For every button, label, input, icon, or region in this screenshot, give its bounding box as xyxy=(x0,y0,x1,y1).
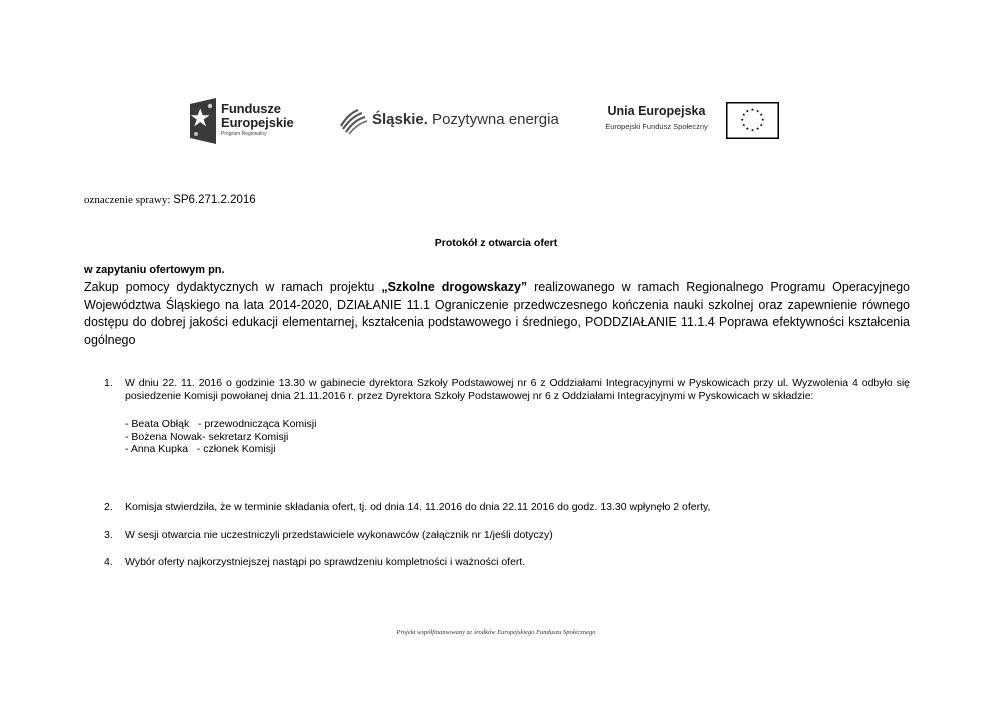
committee-member: - Bożena Nowak- sekretarz Komisji xyxy=(125,430,289,443)
ue-logo-line1: Unia Europejska xyxy=(607,104,706,118)
item-text: Wybór oferty najkorzystniejszej nastąpi po sprawdzeniu kompletności i ważności ofert. xyxy=(125,556,526,568)
fundusze-europejskie-mark-icon xyxy=(190,98,216,144)
list-item xyxy=(104,377,910,456)
svg-text:★: ★ xyxy=(755,108,760,114)
fundusze-logo-sub: Program Regionalny xyxy=(221,131,267,137)
committee-members xyxy=(125,418,910,456)
slaskie-logo-name: Śląskie. xyxy=(372,111,428,128)
committee-member: - Beata Obłąk - przewodnicząca Komisji xyxy=(125,418,317,430)
slaskie-wave-icon xyxy=(338,104,370,136)
fundusze-europejskie-logo xyxy=(190,96,310,146)
item-text: W sesji otwarcia nie uczestniczyli przedstawiciele wykonawców (załącznik nr 1/jeśli dotyczy) xyxy=(125,529,553,541)
unia-europejska-logo xyxy=(594,102,794,142)
slaskie-logo xyxy=(338,102,568,138)
fundusze-logo-line2: Europejskie xyxy=(221,115,294,130)
case-reference xyxy=(84,194,256,206)
list-item xyxy=(104,529,553,541)
item-number: 4. xyxy=(104,556,113,568)
case-label: oznaczenie sprawy: xyxy=(84,194,174,206)
project-name: „Szkolne drogowskazy” xyxy=(381,280,528,294)
svg-text:★: ★ xyxy=(759,112,764,118)
svg-text:★: ★ xyxy=(759,122,764,128)
subject-after: realizowanego w ramach Regionalnego Programu Operacyjnego Województwa Śląskiego na lata 2014-2020, DZIAŁANIE 11.1 Ograniczenie przedwczesnego kończenia nauki szkolnej oraz zapewnienie równego dostępu do dobrej jakości edukacji elementarnej, kształcenia podstawowego i średniego, PODDZIAŁANIE 11.1.4 Poprawa efektywności kształcenia ogólnego xyxy=(84,280,910,347)
svg-text:★: ★ xyxy=(745,108,750,114)
item-number: 1. xyxy=(104,377,113,389)
svg-text:★: ★ xyxy=(755,126,760,131)
item-number: 3. xyxy=(104,529,113,541)
subject-before: Zakup pomocy dydaktycznych w ramach projektu xyxy=(84,280,382,294)
item-number: 2. xyxy=(104,501,113,513)
subject-paragraph xyxy=(84,279,910,349)
protocol-items xyxy=(104,377,910,456)
svg-text:★: ★ xyxy=(750,127,755,133)
list-item xyxy=(104,556,525,568)
svg-text:★: ★ xyxy=(741,122,746,128)
inquiry-subject xyxy=(84,264,910,349)
inquiry-label: w zapytaniu ofertowym pn. xyxy=(84,264,225,276)
svg-text:★: ★ xyxy=(760,117,765,123)
ue-logo-line2: Europejski Fundusz Społeczny xyxy=(605,121,708,131)
item-text: W dniu 22. 11. 2016 o godzinie 13.30 w gabinecie dyrektora Szkoły Podstawowej nr 6 z Oddziałami Integracyjnymi w Pyskowicach przy ul. Wyzwolenia 4 odbyło się posiedzenie Komisji powołanej dnia 21.11.2016 r. przez Dyrektora Szkoły Podstawowej nr 6 z Oddziałami Integracyjnymi w Pyskowicach w składzie: xyxy=(125,377,910,402)
page-footer: Projekt współfinansowany ze środków Europejskiego Funduszu Społecznego xyxy=(396,629,596,636)
document-title: Protokół z otwarcia ofert xyxy=(434,237,558,249)
svg-text:★: ★ xyxy=(745,126,750,131)
case-value: SP6.271.2.2016 xyxy=(173,194,256,206)
svg-text:★: ★ xyxy=(741,112,746,118)
eu-flag-icon xyxy=(726,102,779,139)
logo-bar xyxy=(0,96,992,148)
item-text: Komisja stwierdziła, że w terminie składania ofert, tj. od dnia 14. 11.2016 do dnia 22.11 2016 do godz. 13.30 wpłynęło 2 oferty, xyxy=(125,501,711,513)
committee-member: - Anna Kupka - członek Komisji xyxy=(125,443,276,455)
slaskie-logo-tagline: Pozytywna energia xyxy=(427,111,559,128)
svg-text:★: ★ xyxy=(740,117,745,123)
list-item xyxy=(104,501,710,513)
fundusze-logo-line1: Fundusze xyxy=(221,101,281,116)
svg-text:★: ★ xyxy=(750,107,755,112)
